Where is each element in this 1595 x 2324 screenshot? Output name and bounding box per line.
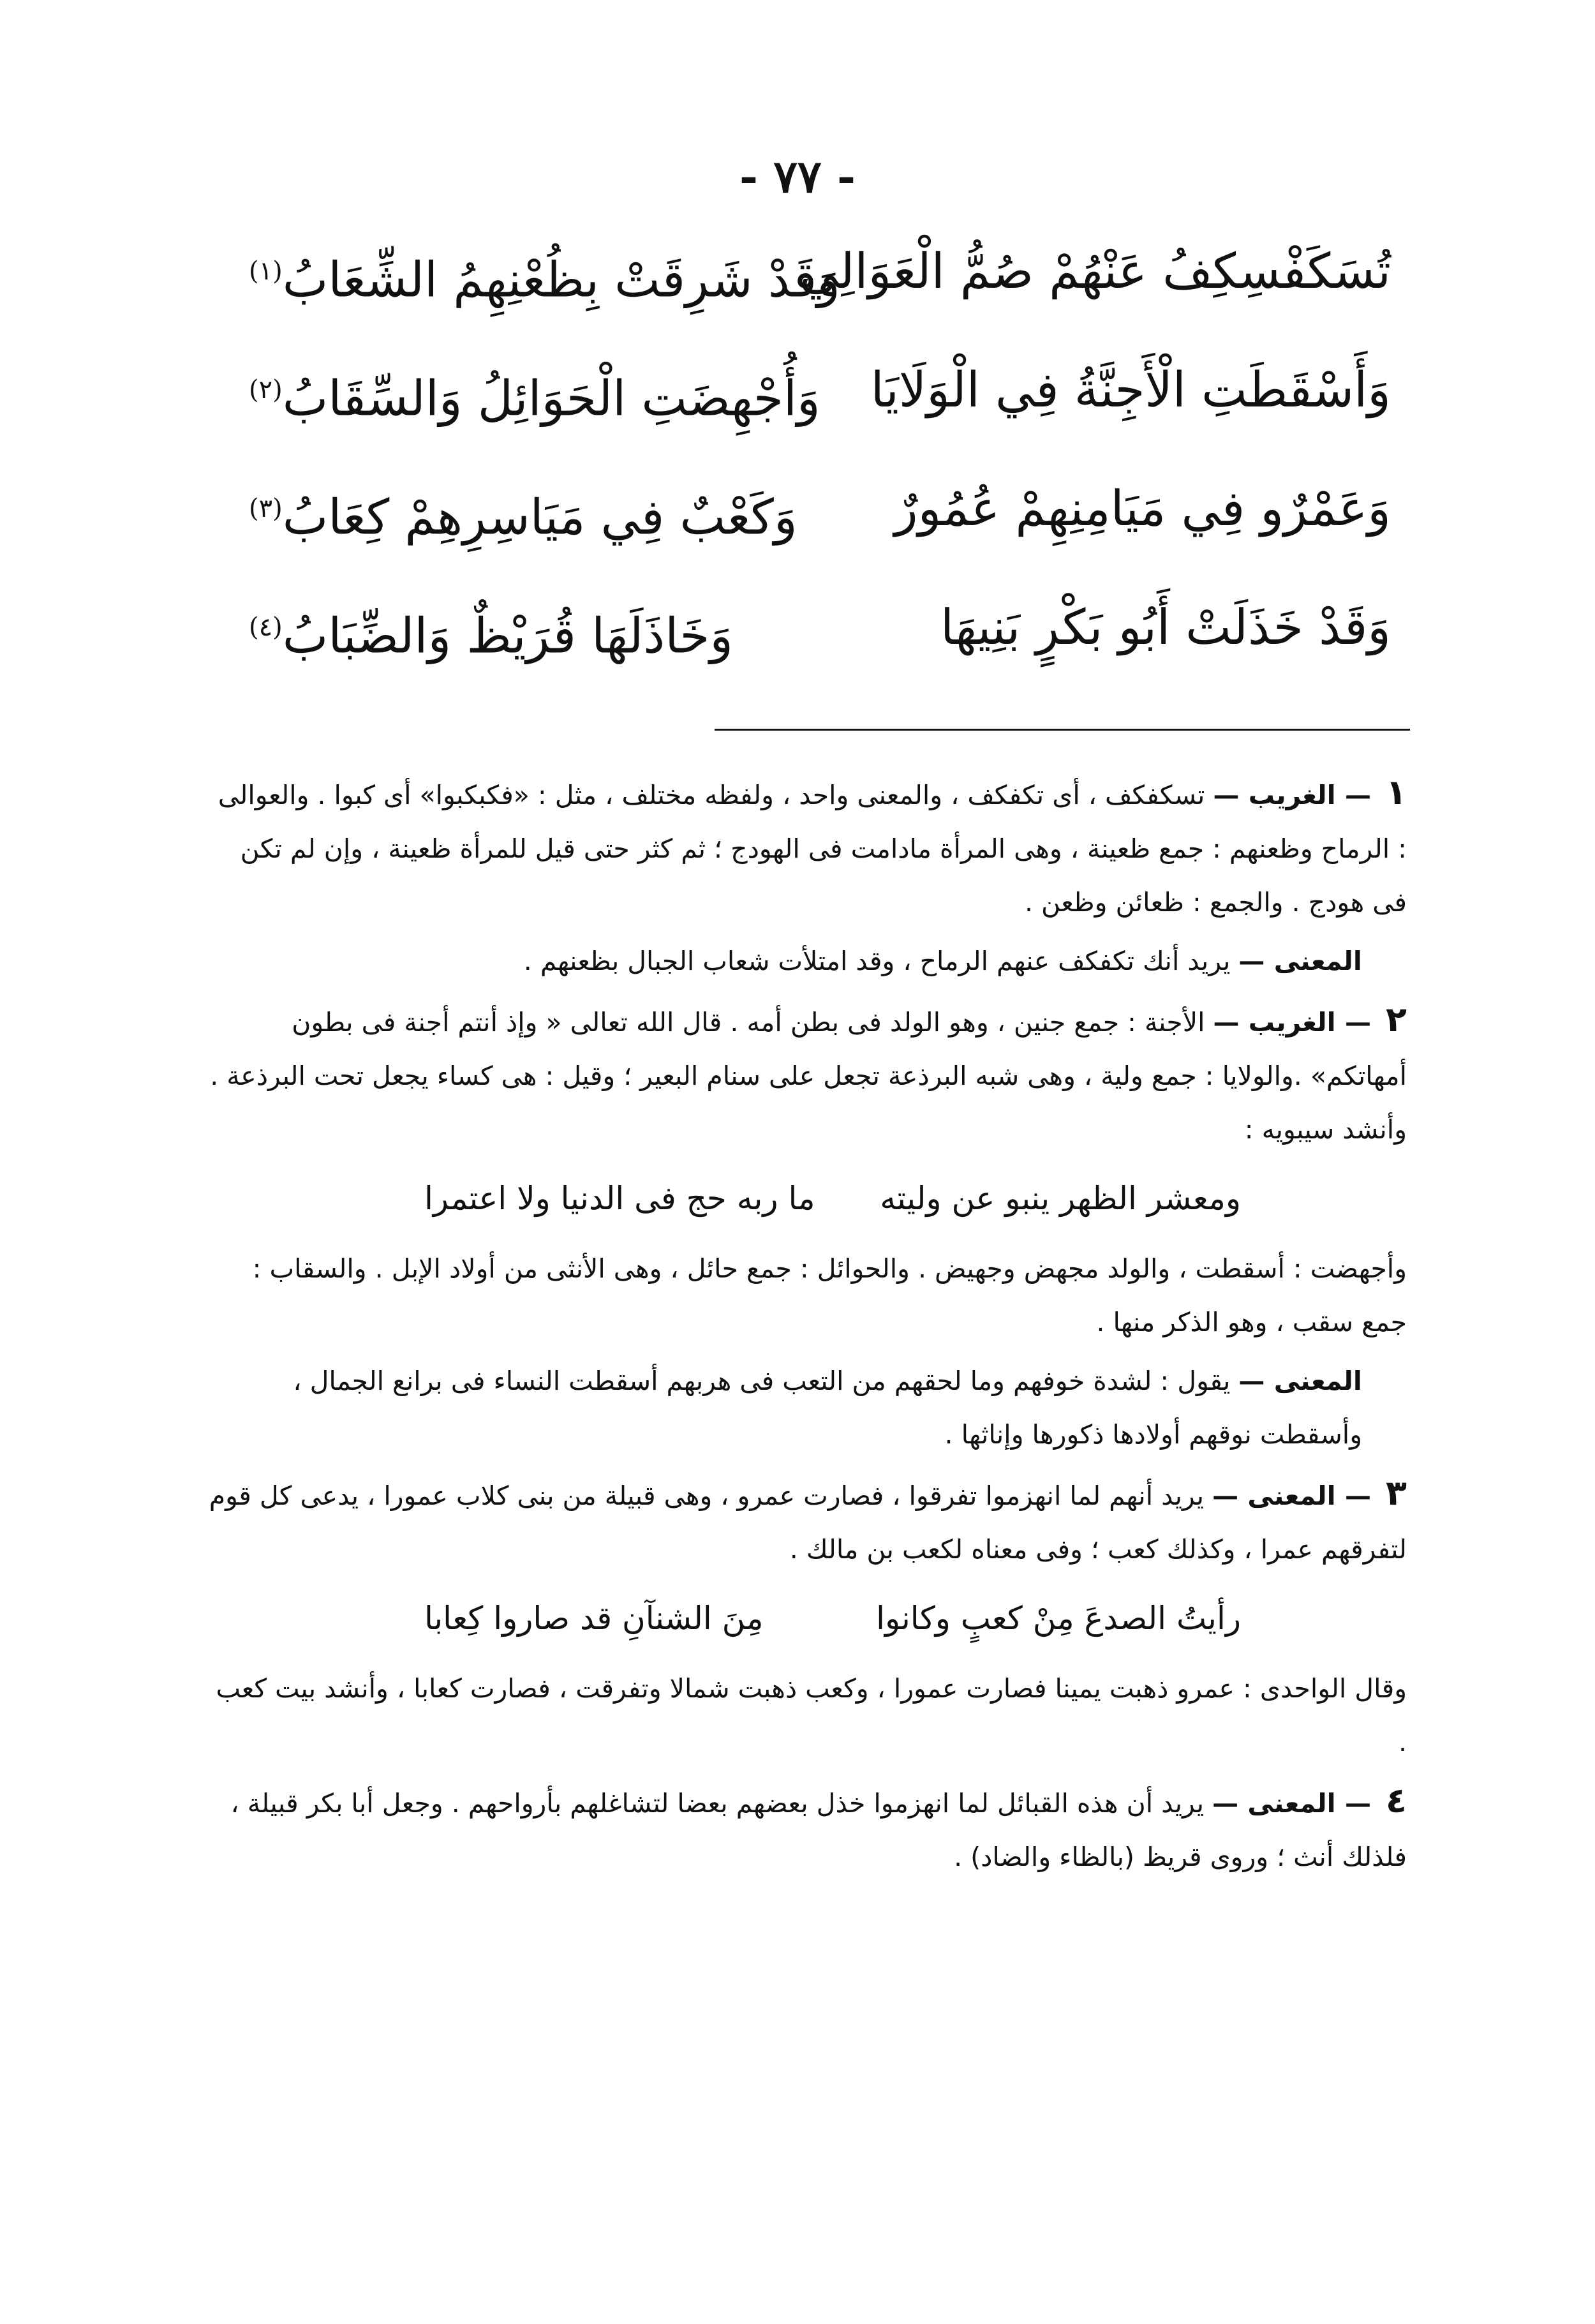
footnote-2-continued: وأجهضت : أسقطت ، والولد مجهض وجهيض . والحوائل : جمع حائل ، وهى الأنثى من أولاد الإبل . والسقاب : جمع سقب ، وهو الذكر منها . (252, 1253, 1407, 1337)
quoted-verse (207, 1165, 1407, 1235)
verse-line (249, 345, 1391, 464)
verse-first-hemistich: وَأَسْقَطَتِ الْأَجِنَّةُ فِي الْوَلَايَا (870, 361, 1391, 418)
footnotes (207, 766, 1407, 1889)
poem-verses (249, 227, 1391, 701)
meaning-text: يقول : لشدة خوفهم وما لحقهم من التعب فى هربهم أسقطت النساء فى برانع الجمال ، وأسقطت نوقهم أولادها ذكورها وإناثها . (293, 1366, 1362, 1450)
verse-first-hemistich: وَعَمْرٌو فِي مَيَامِنِهِمْ عُمُورٌ (894, 480, 1391, 537)
verse-second-hemistich (249, 583, 733, 680)
footnote-text: يريد أن هذه القبائل لما انهزموا خذل بعضهم بعضا لتشاغلهم بأرواحهم . وجعل أبا بكر قبيلة ، فلذلك أنث ؛ وروى قريظ (بالظاء والضاد) . (230, 1788, 1407, 1872)
meaning-label: المعنى — (1238, 946, 1362, 976)
verse-second-hemistich (249, 464, 798, 562)
meaning-label: المعنى — (1238, 1366, 1362, 1396)
footnote-divider (715, 729, 1410, 731)
footnote-label: — المعنى — (1212, 1788, 1371, 1819)
footnote-1-meaning (207, 934, 1407, 988)
verse-line (249, 464, 1391, 583)
footnote-number: ٢ (1386, 999, 1407, 1039)
footnote-3-continued: وقال الواحدى : عمرو ذهبت يمينا فصارت عمورا ، وكعب ذهبت شمالا وتفرقت ، فصارت كعابا ، وأنشد بيت كعب . (216, 1673, 1407, 1757)
verse-line (249, 227, 1391, 345)
footnote-number: ٤ (1386, 1780, 1407, 1821)
verse-second-text: وَكَعْبٌ فِي مَيَاسِرِهِمْ كِعَابُ (282, 488, 798, 546)
verse-second-text: وَأُجْهِضَتِ الْحَوَائِلُ وَالسِّقَابُ (282, 369, 820, 427)
footnote-label: — الغريب — (1213, 780, 1371, 810)
footnote-2 (207, 993, 1407, 1156)
quoted-verse-second: ما ربه حج فى الدنيا ولا اعتمرا (424, 1180, 815, 1217)
footnote-number: ١ (1386, 772, 1407, 812)
quoted-verse-second: مِنَ الشنآنِ قد صاروا كِعابا (424, 1600, 764, 1637)
verse-second-hemistich (249, 345, 820, 443)
verse-first-hemistich: وَقَدْ خَذَلَتْ أَبُو بَكْرٍ بَنِيهَا (940, 599, 1391, 655)
footnote-ref: (٢) (249, 375, 283, 405)
quoted-verse-first: ومعشر الظهر ينبو عن وليته (880, 1180, 1241, 1217)
footnote-text: تسكفكف ، أى تكفكف ، والمعنى واحد ، ولفظه مختلف ، مثل : «فكبكبوا» أى كبوا . والعوالى : الرماح وظعنهم : جمع ظعينة ، وهى المرأة مادامت فى الهودج ؛ ثم كثر حتى قيل للمرأة ظعينة ، وإن لم تكن فى هودج . والجمع : ظعائن وظعن . (218, 780, 1407, 918)
footnote-label: — المعنى — (1212, 1480, 1371, 1511)
footnote-label: — الغريب — (1213, 1007, 1371, 1038)
footnote-ref: (١) (249, 257, 283, 286)
footnote-2-meaning (207, 1354, 1407, 1461)
footnote-text: يريد أنهم لما انهزموا تفرقوا ، فصارت عمرو ، وهى قبيلة من بنى كلاب عمورا ، يدعى كل قوم لتفرقهم عمرا ، وكذلك كعب ؛ وفى معناه لكعب بن مالك . (209, 1480, 1407, 1565)
footnote-1 (207, 766, 1407, 929)
verse-second-text: وَخَاذَلَهَا قُرَيْظٌ وَالضِّبَابُ (282, 607, 734, 664)
verse-line (249, 583, 1391, 701)
verse-second-text: وَقَدْ شَرِقَتْ بِظُعْنِهِمُ الشِّعَابُ (282, 251, 840, 308)
quoted-verse (207, 1585, 1407, 1655)
verse-first-hemistich: تُسَكَفْسِكِفُ عَنْهُمْ صُمُّ الْعَوَالِي (799, 242, 1391, 299)
footnote-3 (207, 1466, 1407, 1576)
footnote-ref: (٤) (249, 613, 283, 642)
page-number: - ٧٧ - (739, 150, 856, 203)
footnote-ref: (٣) (249, 494, 283, 523)
verse-second-hemistich (249, 227, 840, 324)
footnote-4 (207, 1774, 1407, 1884)
footnote-number: ٣ (1386, 1473, 1407, 1513)
quoted-verse-first: رأيتُ الصدعَ مِنْ كعبٍ وكانوا (876, 1600, 1241, 1637)
footnote-text: الأجنة : جمع جنين ، وهو الولد فى بطن أمه . قال الله تعالى « وإذ أنتم أجنة فى بطون أمهاتكم» .والولايا : جمع ولية ، وهى شبه البرذعة تجعل على سنام البعير ؛ وقيل : هى كساء يجعل تحت البرذعة . وأنشد سيبويه : (210, 1007, 1407, 1145)
meaning-text: يريد أنك تكفكف عنهم الرماح ، وقد امتلأت شعاب الجبال بظعنهم . (523, 946, 1231, 976)
